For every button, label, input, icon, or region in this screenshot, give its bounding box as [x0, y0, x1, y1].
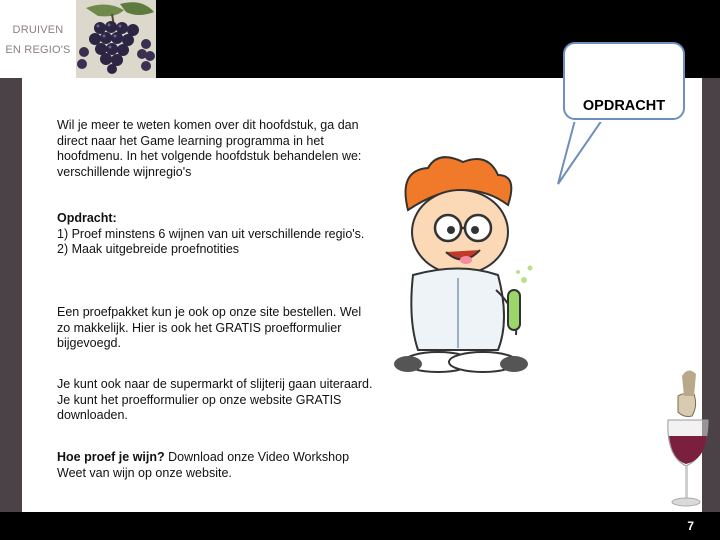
- assignment-item-1: 1) Proef minstens 6 wijnen van uit verschillende regio's.: [57, 226, 365, 241]
- chapter-tab-line2: EN REGIO'S: [5, 44, 71, 56]
- bottom-bar: [0, 512, 720, 540]
- speech-bubble: [563, 42, 685, 120]
- howto-bold: Hoe proef je wijn?: [57, 450, 165, 464]
- chapter-tab-line1: DRUIVEN: [12, 24, 64, 36]
- assignment-heading: Opdracht:: [57, 211, 117, 225]
- page-number: 7: [687, 519, 694, 533]
- supermarkt-text: Je kunt ook naar de supermarkt of slijterij gaan uiteraard. Je kunt het proefformulier op onze website GRATIS downloaden.: [57, 377, 373, 422]
- howto-rest: Download onze Video Workshop Weet van wijn op onze website.: [57, 450, 350, 480]
- intro-text: Wil je meer te weten komen over dit hoofdstuk, ga dan direct naar het Game learning programma in het hoofdmenu. In het volgende hoofdstuk behandelen we: verschillende wijnregio's: [57, 118, 362, 179]
- assignment-block: [57, 211, 377, 258]
- scientist-boy-illustration: [368, 150, 558, 380]
- howto-text: [57, 450, 367, 481]
- chapter-tab: [0, 0, 76, 78]
- grapes-photo: [76, 0, 156, 78]
- assignment-item-2: 2) Maak uitgebreide proefnotities: [57, 242, 240, 256]
- wine-glass-illustration: [664, 356, 716, 512]
- bubble-label: OPDRACHT: [582, 98, 666, 114]
- proefpakket-text: Een proefpakket kun je ook op onze site bestellen. Wel zo makkelijk. Hier is ook het GRATIS proefformulier bijgevoegd.: [57, 305, 362, 350]
- left-frame: [0, 78, 22, 512]
